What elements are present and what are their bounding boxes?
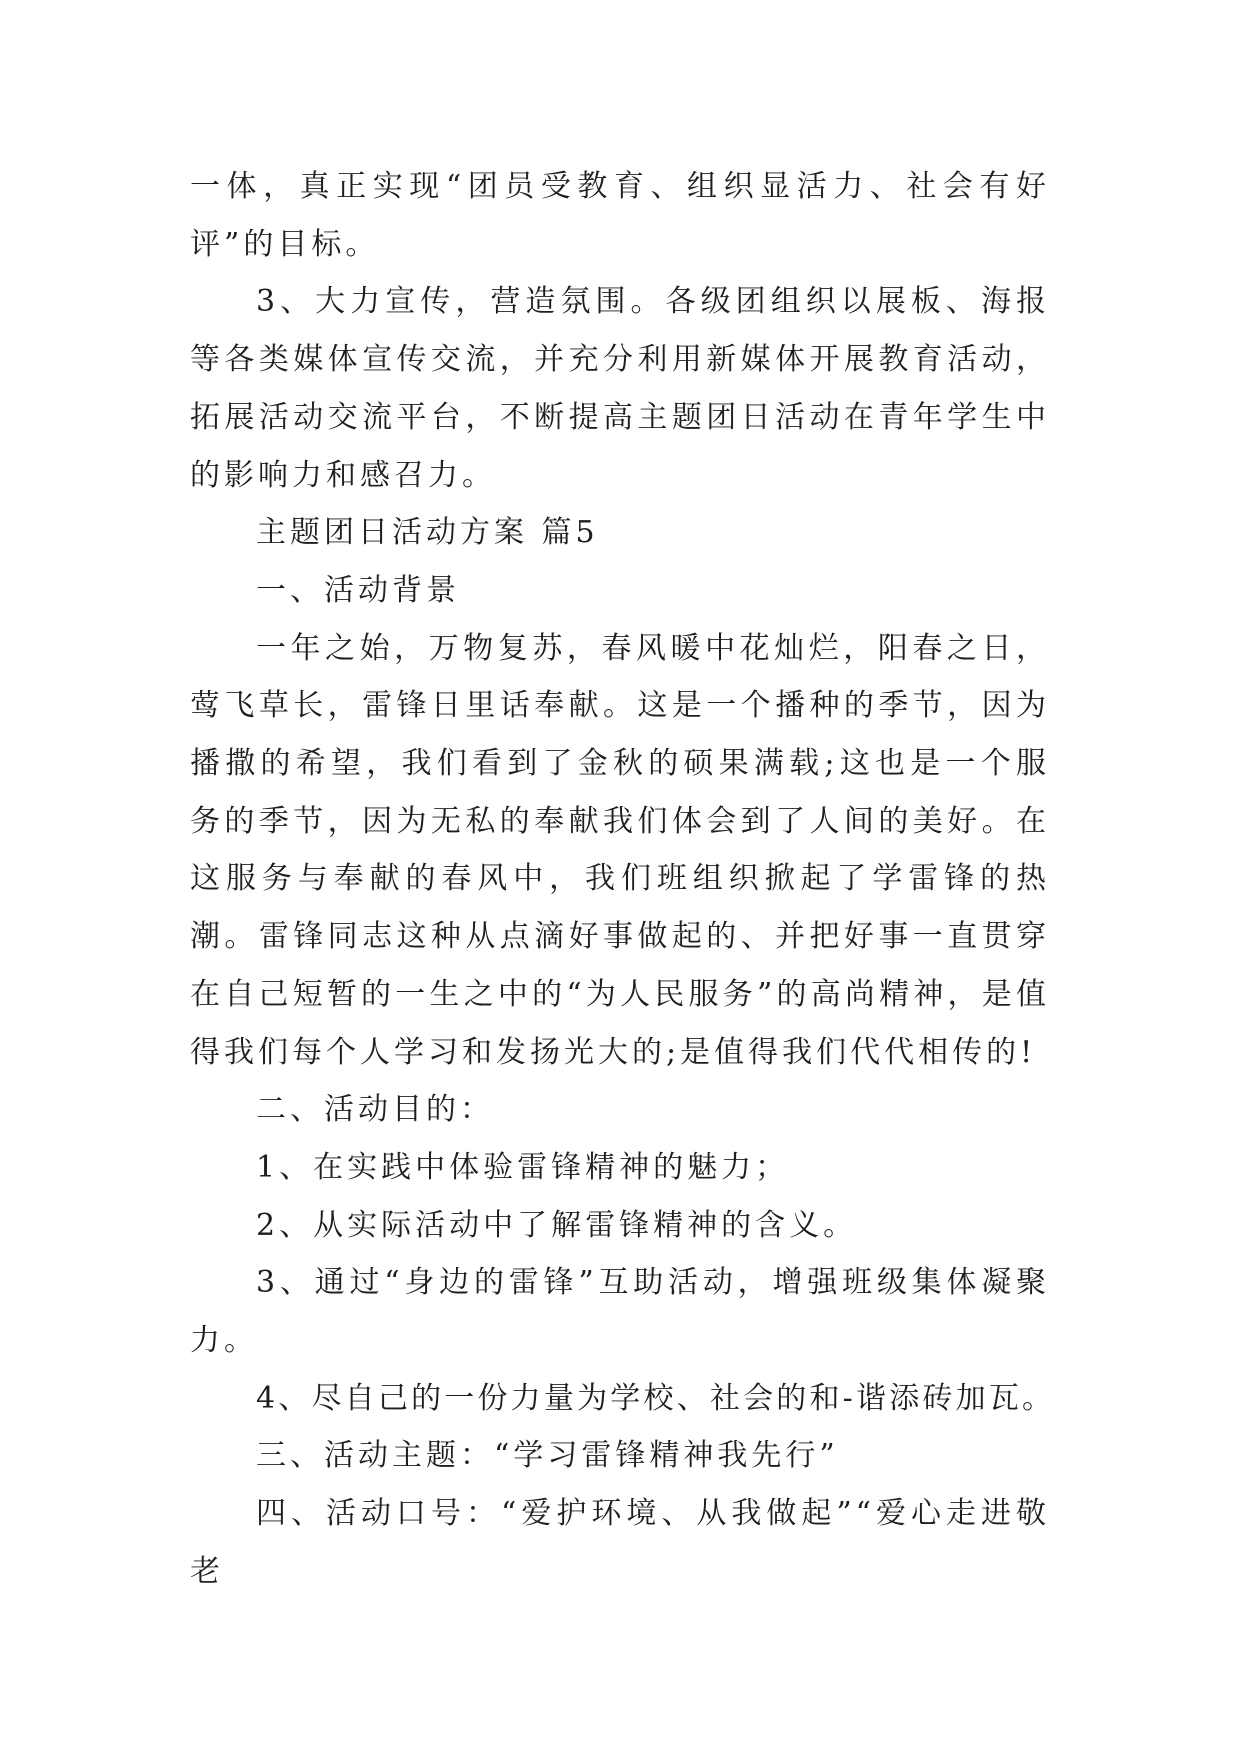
paragraph-continuation: 一体，真正实现“团员受教育、组织显活力、社会有好评”的目标。	[190, 169, 1050, 262]
paragraph-background: 一年之始，万物复苏，春风暖中花灿烂，阳春之日，莺飞草长，雷锋日里话奉献。这是一个播种的季节，因为播撒的希望，我们看到了金秋的硕果满载;这也是一个服务的季节，因为无私的奉献我们体会到了人间的美好。在这服务与奉献的春风中，我们班组织掀起了学雷锋的热潮。雷锋同志这种从点滴好事做起的、并把好事一直贯穿在自己短暂的一生之中的“为人民服务”的高尚精神，是值得我们每个人学习和发扬光大的;是值得我们代代相传的!	[190, 630, 1050, 1070]
document-body	[190, 158, 1056, 1601]
heading-slogan: 四、活动口号：“爱护环境、从我做起”“爱心走进敬老	[190, 1496, 1050, 1589]
purpose-item-1: 1、在实践中体验雷锋精神的魅力；	[256, 1149, 790, 1185]
purpose-item-4: 4、尽自己的一份力量为学校、社会的和-谐添砖加瓦。	[256, 1380, 1056, 1416]
purpose-item-2: 2、从实际活动中了解雷锋精神的含义。	[256, 1207, 858, 1243]
heading-background: 一、活动背景	[256, 572, 460, 608]
heading-theme: 三、活动主题：“学习雷锋精神我先行”	[256, 1438, 839, 1474]
heading-purpose: 二、活动目的：	[256, 1092, 494, 1128]
section-title: 主题团日活动方案 篇5	[256, 515, 599, 551]
paragraph-publicity: 3、大力宣传，营造氛围。各级团组织以展板、海报等各类媒体宣传交流，并充分利用新媒体开展教育活动，拓展活动交流平台，不断提高主题团日活动在青年学生中的影响力和感召力。	[190, 284, 1050, 493]
purpose-item-3: 3、通过“身边的雷锋”互助活动，增强班级集体凝聚力。	[190, 1265, 1050, 1359]
